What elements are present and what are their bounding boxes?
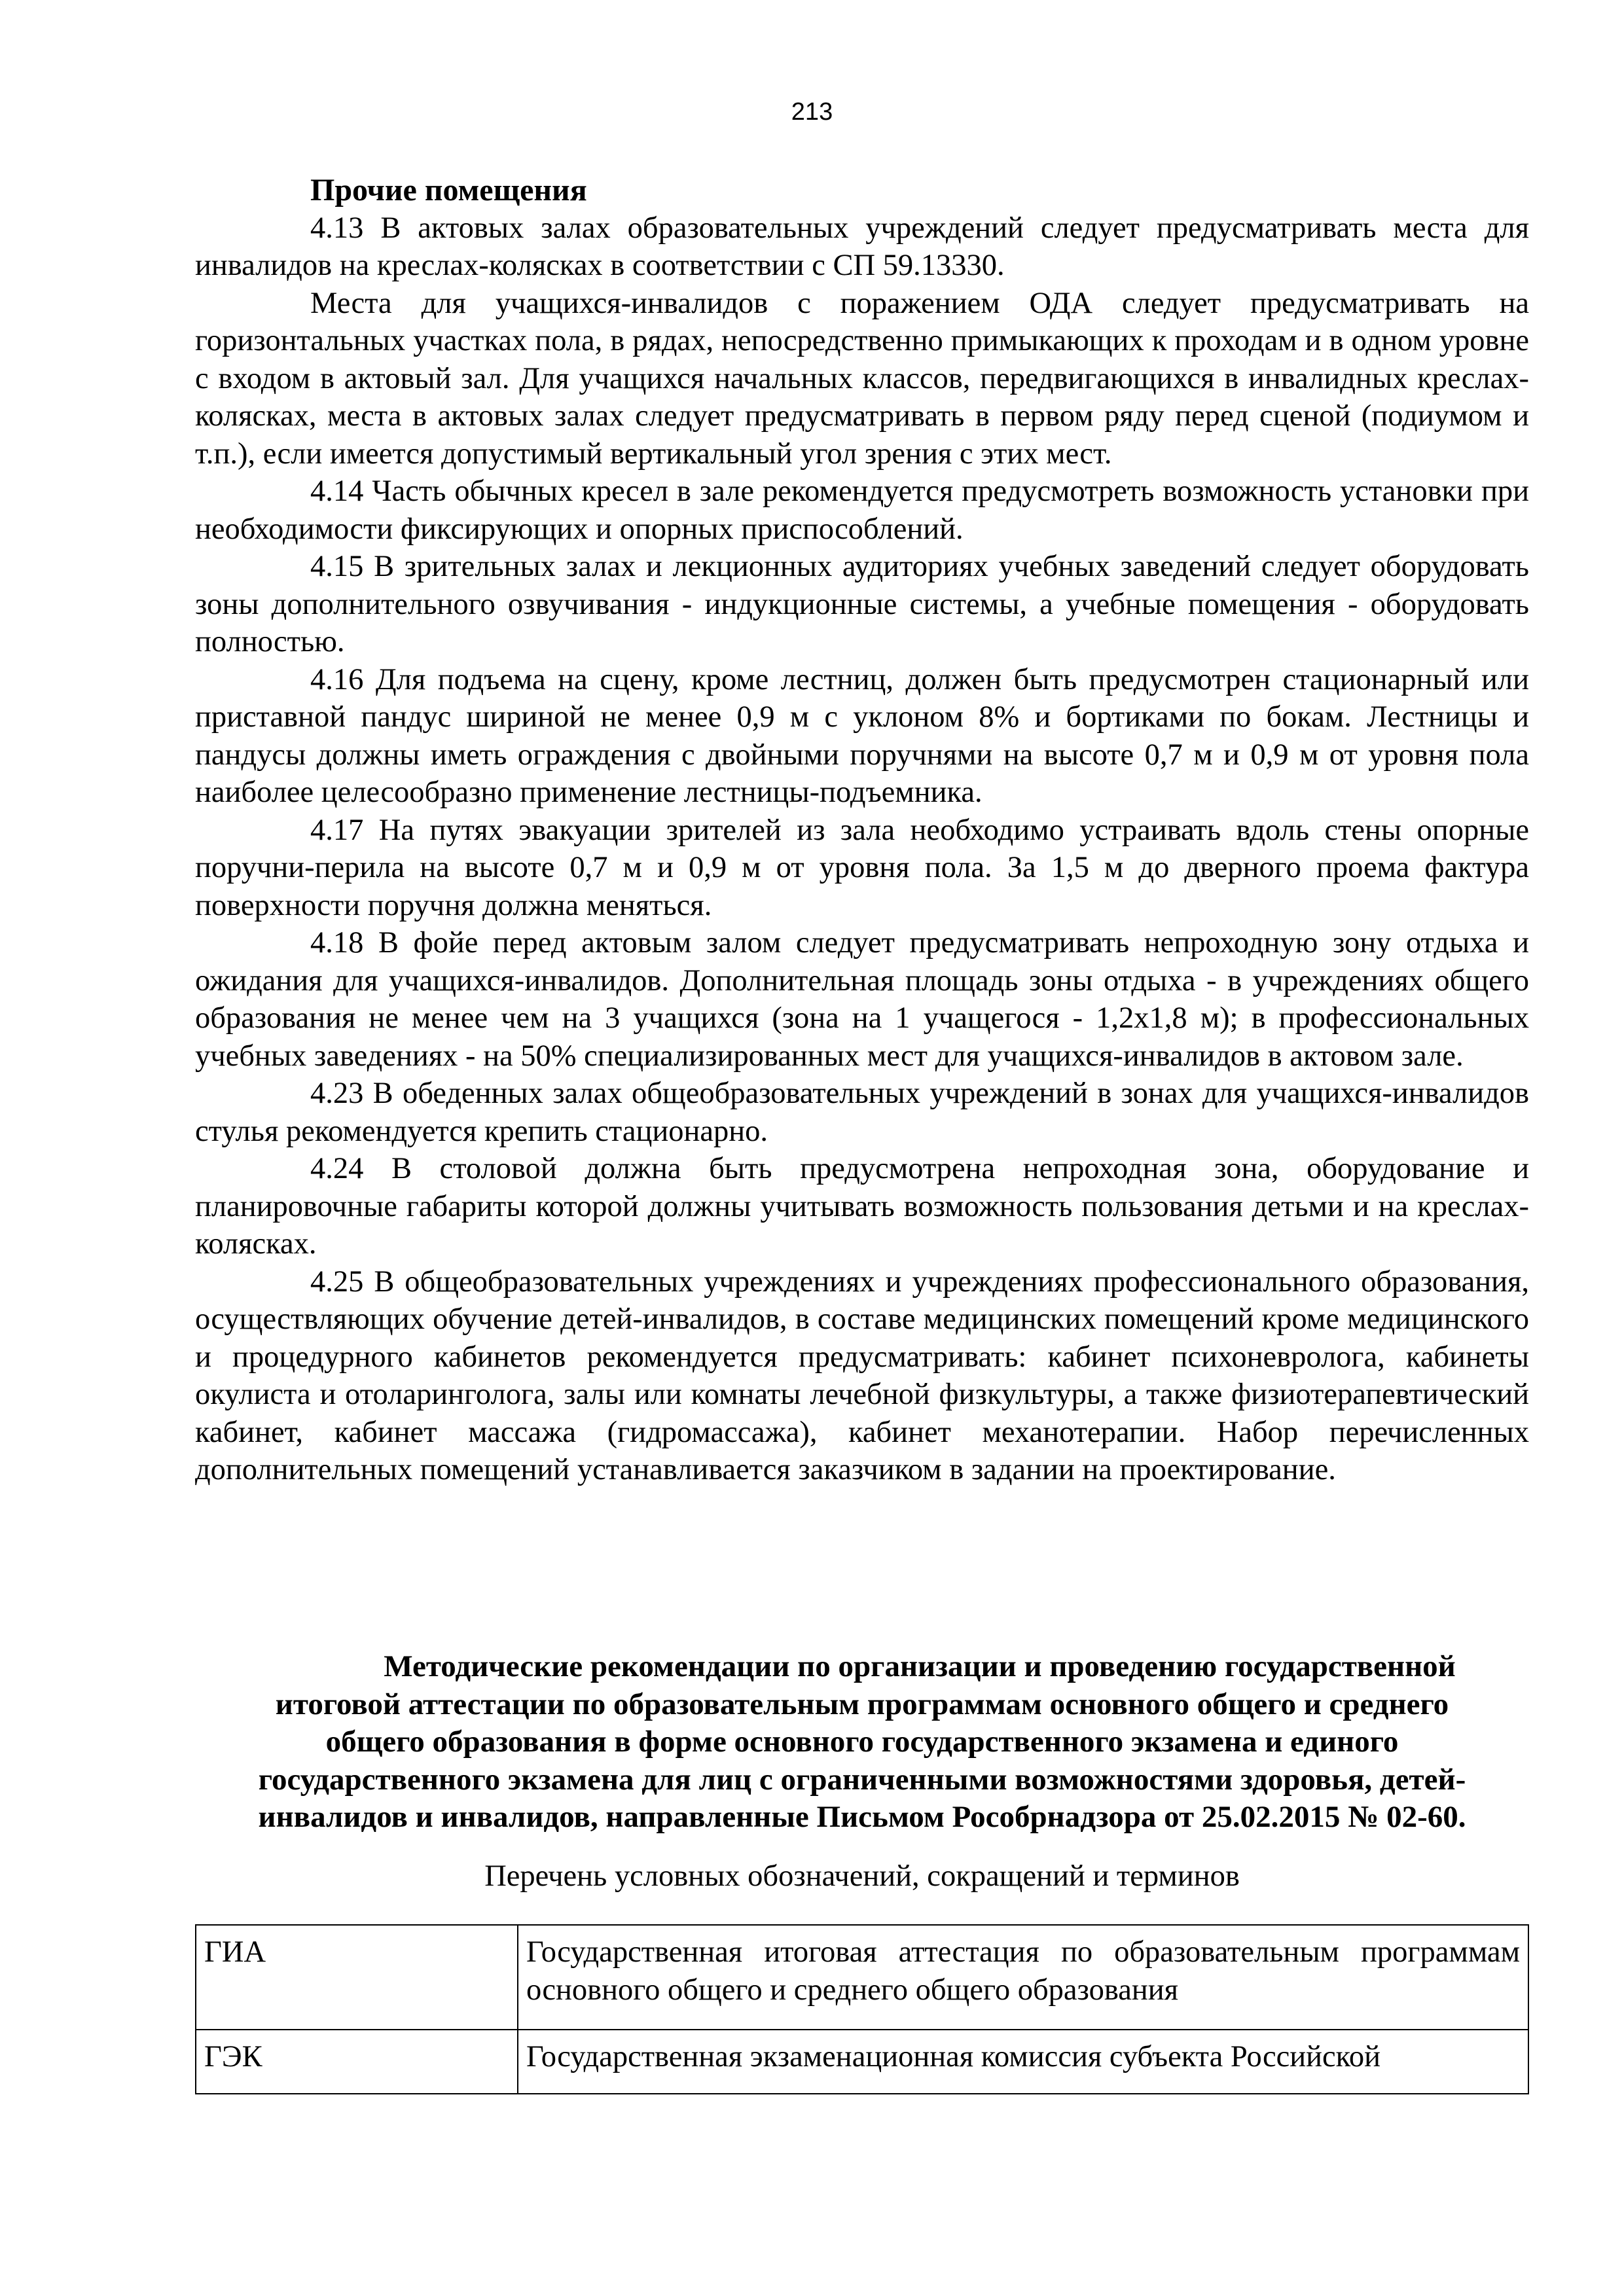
definition-cell: Государственная экзаменационная комиссия субъекта Российской [518, 2030, 1528, 2094]
paragraph-4-15: 4.15 В зрительных залах и лекционных аудиториях учебных заведений следует оборудовать зоны дополнительного озвучивания - индукционные системы, а учебные помещения - оборудовать полностью. [195, 550, 1529, 658]
table-row [196, 2030, 1528, 2094]
paragraph-4-13: 4.13 В актовых залах образовательных учреждений следует предусматривать места для инвалидов на креслах-колясках в соответствии с СП 59.13330. [195, 211, 1529, 282]
paragraph-4-14: 4.14 Часть обычных кресел в зале рекомендуется предусмотреть возможность установки при необходимости фиксирующих и опорных приспособлений. [195, 475, 1529, 546]
guidelines-heading [195, 1648, 1529, 1837]
page-number: 213 [791, 98, 833, 126]
terms-table [195, 1924, 1529, 2094]
term-cell: ГЭК [196, 2030, 518, 2094]
paragraph-4-17: 4.17 На путях эвакуации зрителей из зала необходимо устраивать вдоль стены опорные поручни-перила на высоте 0,7 м и 0,9 м от уровня пола. За 1,5 м до дверного проема фактура поверхности поручня должна меняться. [195, 813, 1529, 922]
definition-cell: Государственная итоговая аттестация по образовательным программам основного общего и среднего общего образования [518, 1925, 1528, 2030]
heading-line: итоговой аттестации по образовательным программам основного общего и среднего [275, 1687, 1449, 1721]
paragraph-4-23: 4.23 В обеденных залах общеобразовательных учреждений в зонах для учащихся-инвалидов стулья рекомендуется крепить стационарно. [195, 1077, 1529, 1148]
heading-line: инвалидов и инвалидов, направленные Письмом Рособрнадзора от 25.02.2015 № 02-60. [258, 1800, 1466, 1834]
terms-subtitle: Перечень условных обозначений, сокращений и терминов [484, 1859, 1240, 1893]
paragraph-4-25: 4.25 В общеобразовательных учреждениях и учреждениях профессионального образования, осуществляющих обучение детей-инвалидов, в составе медицинских помещений кроме медицинского и процедурного кабинетов рекомендуется предусматривать: кабинет психоневролога, кабинеты окулиста и отоларинголога, залы или комнаты лечебной физкультуры, а также физиотерапевтический кабинет, кабинет массажа (гидромассажа), кабинет механотерапии. Набор перечисленных дополнительных помещений устанавливается заказчиком в задании на проектирование. [195, 1265, 1529, 1486]
paragraph-4-18: 4.18 В фойе перед актовым залом следует предусматривать непроходную зону отдыха и ожидания для учащихся-инвалидов. Дополнительная площадь зоны отдыха - в учреждениях общего образования не менее чем на 3 учащихся (зона на 1 учащегося - 1,2х1,8 м); в профессиональных учебных заведениях - на 50% специализированных мест для учащихся-инвалидов в актовом зале. [195, 926, 1529, 1073]
heading-line: общего образования в форме основного государственного экзамена и единого [325, 1725, 1399, 1759]
section-title: Прочие помещения [310, 173, 587, 207]
table-row [196, 1925, 1528, 2030]
paragraph-4-16: 4.16 Для подъема на сцену, кроме лестниц, должен быть предусмотрен стационарный или приставной пандус шириной не менее 0,9 м с уклоном 8% и бортиками по бокам. Лестницы и пандусы должны иметь ограждения с двойными поручнями на высоте 0,7 м и 0,9 м от уровня пола наиболее целесообразно применение лестницы-подъемника. [195, 662, 1529, 809]
term-cell: ГИА [196, 1925, 518, 2030]
main-text [195, 171, 1529, 1489]
heading-line: государственного экзамена для лиц с ограниченными возможностями здоровья, детей- [258, 1762, 1466, 1797]
paragraph-oda-places: Места для учащихся-инвалидов с поражением ОДА следует предусматривать на горизонтальных участках пола, в рядах, непосредственно примыкающих к проходам и в одном уровне с входом в актовый зал. Для учащихся начальных классов, передвигающихся в инвалидных креслах-колясках, места в актовых залах следует предусматривать в первом ряду перед сценой (подиумом и т.п.), если имеется допустимый вертикальный угол зрения с этих мест. [195, 286, 1529, 471]
heading-line: Методические рекомендации по организации и проведению государственной [384, 1649, 1456, 1683]
paragraph-4-24: 4.24 В столовой должна быть предусмотрена непроходная зона, оборудование и планировочные габариты которой должны учитывать возможность пользования детьми и на креслах-колясках. [195, 1152, 1529, 1261]
